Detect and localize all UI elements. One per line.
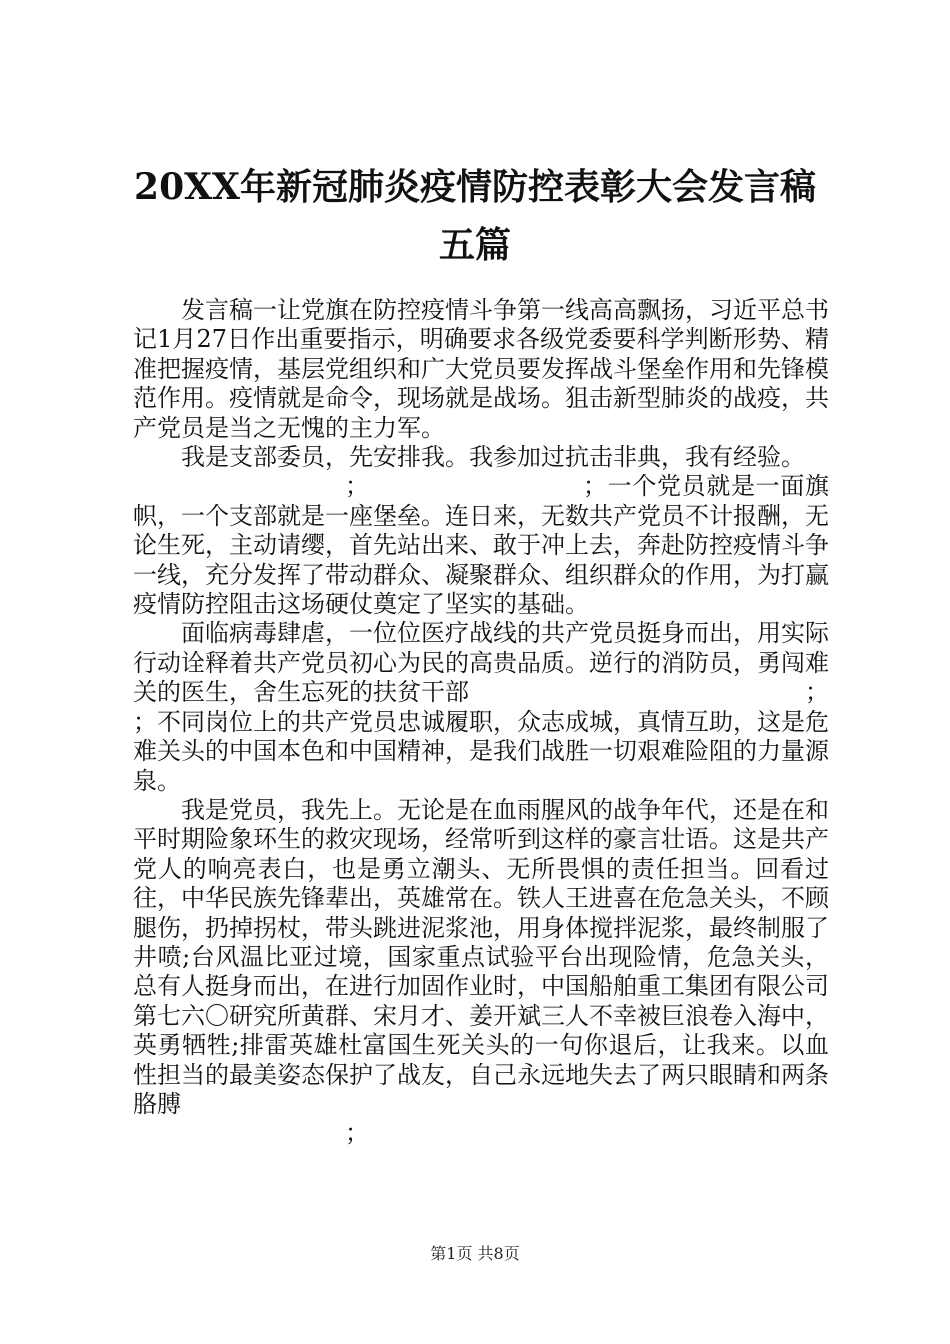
paragraph-2: 我是支部委员，先安排我。我参加过抗击非典，我有经验。 [181, 443, 805, 472]
document-title: 20XX年新冠肺炎疫情防控表彰大会发言稿五篇 [134, 166, 816, 266]
paragraph-5: ；不同岗位上的共产党员忠诚履职，众志成城，真情互助，这是危难关头的中国本色和中国精神，是我们战胜一切艰难险阻的力量源泉。 [133, 707, 829, 795]
blank-semicolon-2: ； [805, 678, 829, 707]
blank-semicolon-1: ； [345, 472, 369, 501]
blank-semicolon-3: ； [345, 1119, 369, 1148]
paragraph-3: ；一个党员就是一面旗帜，一个支部就是一座堡垒。连日来，无数共产党员不计报酬，无论生死，主动请缨，首先站出来、敢于冲上去，奔赴防控疫情斗争一线，充分发挥了带动群众、凝聚群众、组织群众的作用，为打赢疫情防控阻击这场硬仗奠定了坚实的基础。 [133, 472, 829, 619]
paragraph-4: 面临病毒肆虐，一位位医疗战线的共产党员挺身而出，用实际行动诠释着共产党员初心为民的高贵品质。逆行的消防员，勇闯难关的医生，舍生忘死的扶贫干部 [133, 619, 829, 707]
paragraph-1: 发言稿一让党旗在防控疫情斗争第一线高高飘扬，习近平总书记1月27日作出重要指示，明确要求各级党委要科学判断形势、精准把握疫情，基层党组织和广大党员要发挥战斗堡垒作用和先锋模范作用。疫情就是命令，现场就是战场。狙击新型肺炎的战疫，共产党员是当之无愧的主力军。 [133, 296, 829, 442]
paragraph-6: 我是党员，我先上。无论是在血雨腥风的战争年代，还是在和平时期险象环生的救灾现场，经常听到这样的豪言壮语。这是共产党人的响亮表白，也是勇立潮头、无所畏惧的责任担当。回看过往，中华民族先锋辈出，英雄常在。铁人王进喜在危急关头，不顾腿伤，扔掉拐杖，带头跳进泥浆池，用身体搅拌泥浆，最终制服了井喷;台风温比亚过境，国家重点试验平台出现险情，危急关头，总有人挺身而出，在进行加固作业时，中国船舶重工集团有限公司第七六〇研究所黄群、宋月才、姜开斌三人不幸被巨浪卷入海中，英勇牺牲;排雷英雄杜富国生死关头的一句你退后，让我来。以血性担当的最美姿态保护了战友，自己永远地失去了两只眼睛和两条胳膊 [133, 795, 829, 1118]
blank-line-3 [133, 1119, 829, 1148]
page-footer: 第1页 共8页 [430, 1244, 520, 1263]
document-body [133, 296, 829, 1149]
